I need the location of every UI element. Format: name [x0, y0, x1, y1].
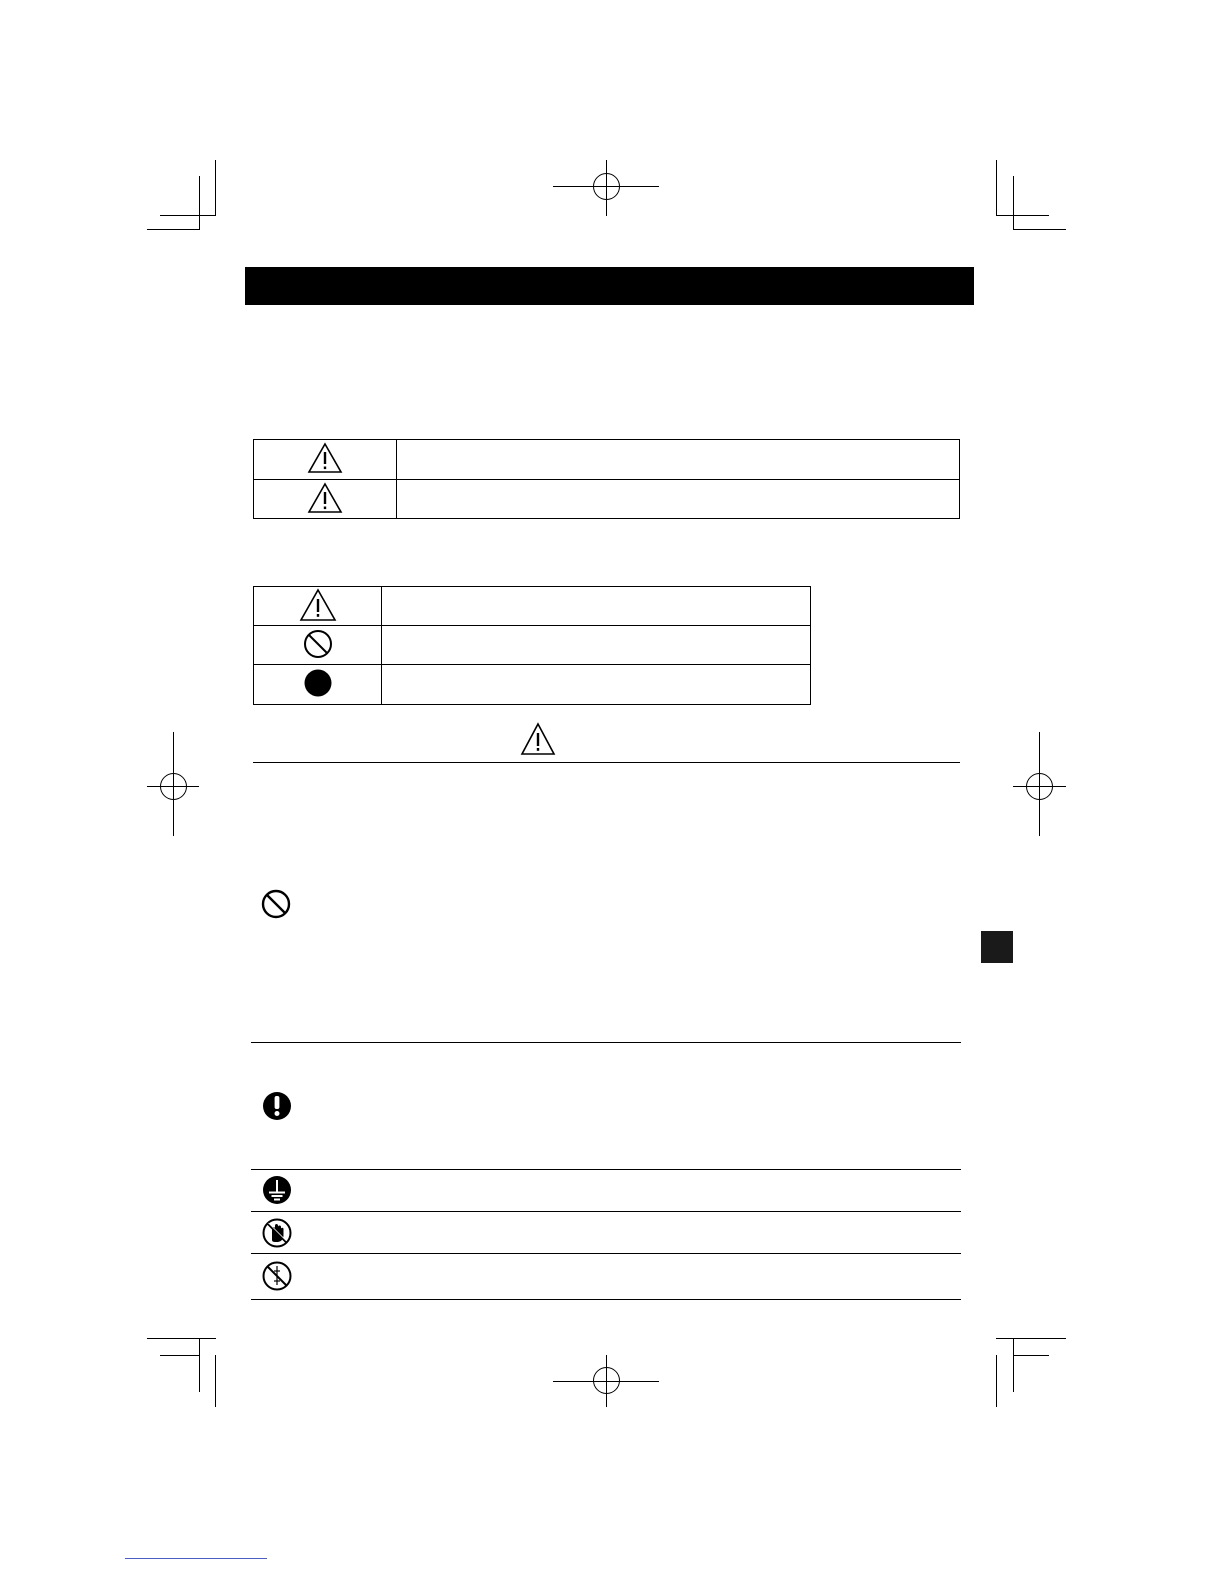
warning-triangle-icon [307, 482, 343, 514]
table-cell [382, 587, 811, 626]
no-disassembly-icon [262, 1261, 292, 1291]
table-cell [382, 665, 811, 705]
table-row [254, 480, 960, 519]
prohibition-icon [261, 889, 291, 919]
no-wet-hands-icon [262, 1218, 292, 1248]
table-row [254, 626, 811, 665]
symbol-table [253, 586, 811, 705]
thumb-index-tab [981, 931, 1013, 963]
warning-triangle-icon [307, 442, 343, 474]
table-row [254, 587, 811, 626]
table-row [254, 440, 960, 480]
signal-word-table [253, 439, 960, 519]
table-row [254, 665, 811, 705]
table-cell [382, 626, 811, 665]
warning-triangle-icon [299, 588, 337, 622]
section-divider [251, 1042, 961, 1043]
footer-rule [125, 1558, 267, 1559]
list-divider [251, 1253, 961, 1254]
prohibition-icon [303, 629, 333, 659]
warning-triangle-icon [520, 722, 556, 756]
list-divider [251, 1299, 961, 1300]
mandatory-action-icon [303, 668, 333, 698]
list-divider [251, 1211, 961, 1212]
table-cell [397, 440, 960, 480]
title-banner [245, 267, 974, 305]
section-divider [253, 762, 960, 763]
list-divider [251, 1169, 961, 1170]
exclamation-circle-icon [262, 1091, 292, 1121]
table-cell [397, 480, 960, 519]
ground-icon [262, 1175, 292, 1205]
